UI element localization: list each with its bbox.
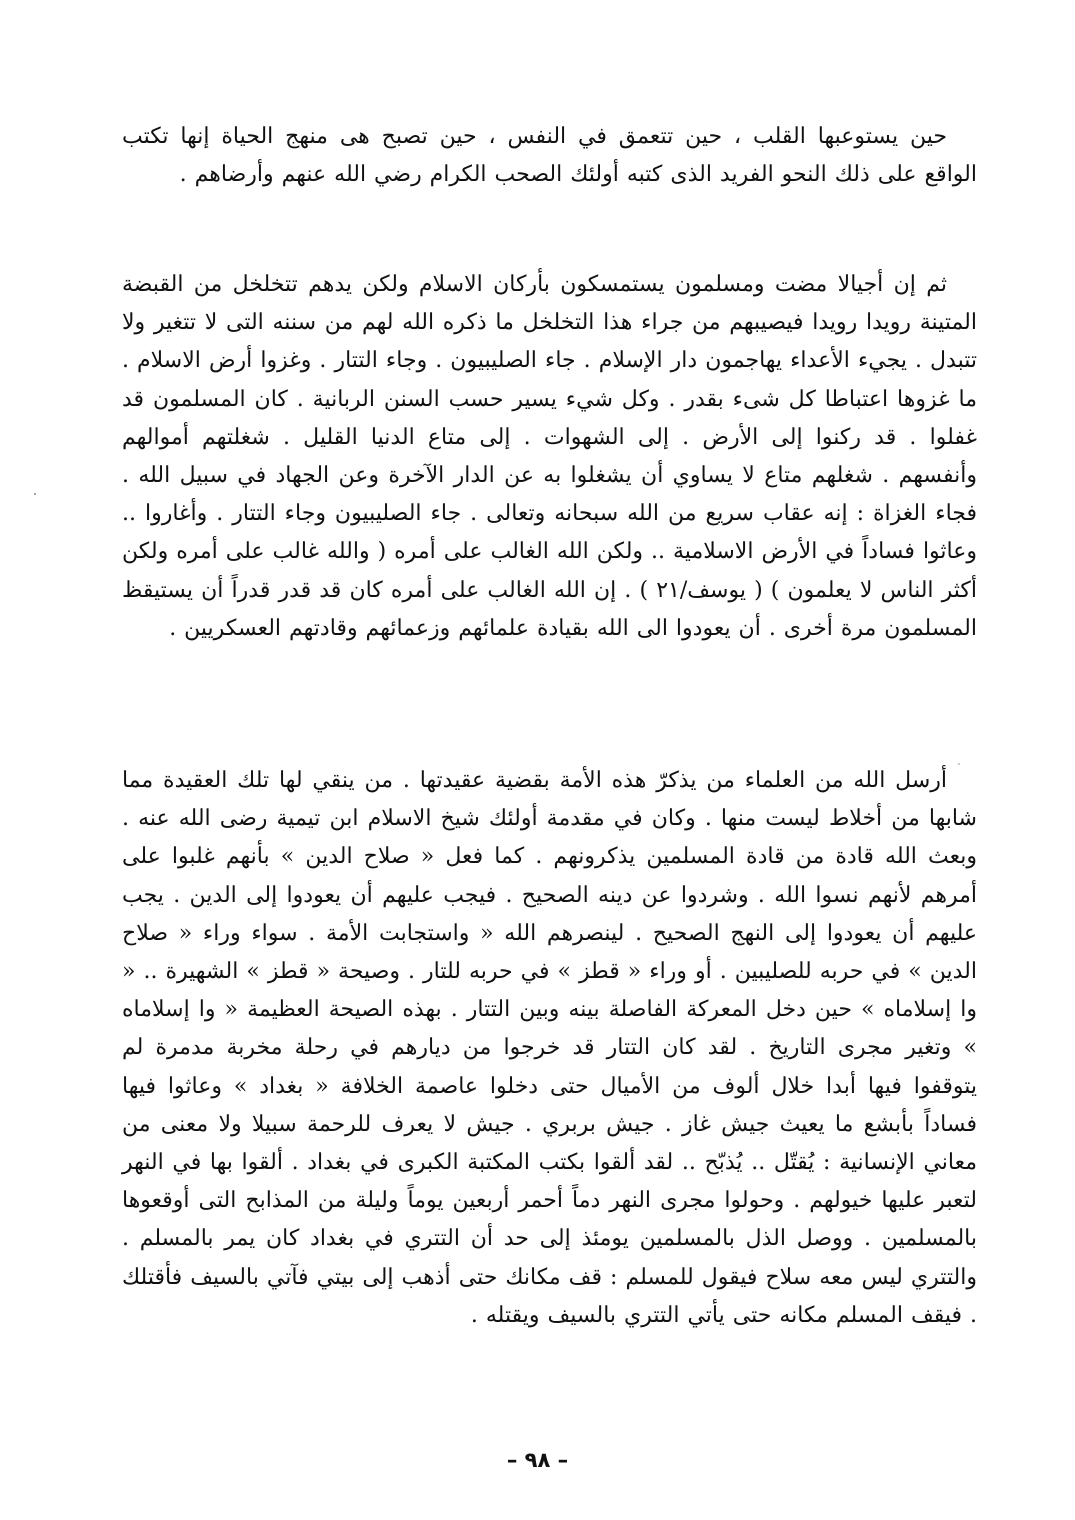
paragraph-3-container [122,762,977,1335]
paragraph-1: حين يستوعبها القلب ، حين تتعمق في النفس ، حين تصبح هى منهج الحياة إنها تكتب الواقع على ذلك النحو الفريد الذى كتبه أولئك الصحب الكرام رضي الله عنهم وأرضاهم . [122,124,977,188]
paragraph-1-container [122,118,977,194]
scan-speck [958,763,960,765]
scan-speck [34,493,36,495]
paragraph-3: أرسل الله من العلماء من يذكرّ هذه الأمة بقضية عقيدتها . من ينقي لها تلك العقيدة مما شابها من أخلاط ليست منها . وكان في مقدمة أولئك شيخ الاسلام ابن تيمية رضى الله عنه . وبعث الله قادة من قادة المسلمين يذكرونهم . كما فعل « صلاح الدين » بأنهم غلبوا على أمرهم لأنهم نسوا الله . وشردوا عن دينه الصحيح . فيجب عليهم أن يعودوا إلى الدين . يجب عليهم أن يعودوا إلى النهج الصحيح . لينصرهم الله « واستجابت الأمة . سواء وراء « صلاح الدين » في حربه للصليبين . أو وراء « قطز » في حربه للتار . وصيحة « قطز » الشهيرة .. « وا إسلاماه » حين دخل المعركة الفاصلة بينه وبين التتار . بهذه الصيحة العظيمة « وا إسلاماه » وتغير مجرى التاريخ . لقد كان التتار قد خرجوا من ديارهم في رحلة مخربة مدمرة لم يتوقفوا فيها أبدا خلال ألوف من الأميال حتى دخلوا عاصمة الخلافة « بغداد » وعاثوا فيها فساداً بأبشع ما يعيث جيش غاز . جيش بربري . جيش لا يعرف للرحمة سبيلا ولا معنى من معاني الإنسانية : يُقتّل .. يُذبّح .. لقد ألقوا بكتب المكتبة الكبرى في بغداد . ألقوا بها في النهر لتعبر عليها خيولهم . وحولوا مجرى النهر دماً أحمر أربعين يوماً وليلة من المذابح التى أوقعوها بالمسلمين . ووصل الذل بالمسلمين يومئذ إلى حد أن التتري في بغداد كان يمر بالمسلم . والتتري ليس معه سلاح فيقول للمسلم : قف مكانك حتى أذهب إلى بيتي فآتي بالسيف فأقتلك . فيقف المسلم مكانه حتى يأتي التتري بالسيف ويقتله . [122,768,977,1328]
page-number: – ٩٨ – [506,1448,569,1472]
paragraph-2: ثم إن أجيالا مضت ومسلمون يستمسكون بأركان الاسلام ولكن يدهم تتخلخل من القبضة المتينة رويدا رويدا فيصيبهم من جراء هذا التخلخل ما ذكره الله لهم من سننه التى لا تتغير ولا تتبدل . يجيء الأعداء يهاجمون دار الإسلام . جاء الصليبيون . وجاء التتار . وغزوا أرض الاسلام . ما غزوها اعتباطا كل شىء بقدر . وكل شيء يسير حسب السنن الربانية . كان المسلمون قد غفلوا . قد ركنوا إلى الأرض . إلى الشهوات . إلى متاع الدنيا القليل . شغلتهم أموالهم وأنفسهم . شغلهم متاع لا يساوي أن يشغلوا به عن الدار الآخرة وعن الجهاد في سبيل الله . فجاء الغزاة : إنه عقاب سريع من الله سبحانه وتعالى . جاء الصليبيون وجاء التتار . وأغاروا .. وعاثوا فساداً في الأرض الاسلامية .. ولكن الله الغالب على أمره ( والله غالب على أمره ولكن أكثر الناس لا يعلمون ) ( يوسف/٢١ ) . إن الله الغالب على أمره كان قد قدر قدراً أن يستيقظ المسلمون مرة أخرى . أن يعودوا الى الله بقيادة علمائهم وزعمائهم وقادتهم العسكريين . [122,272,977,641]
paragraph-2-container [122,266,977,648]
